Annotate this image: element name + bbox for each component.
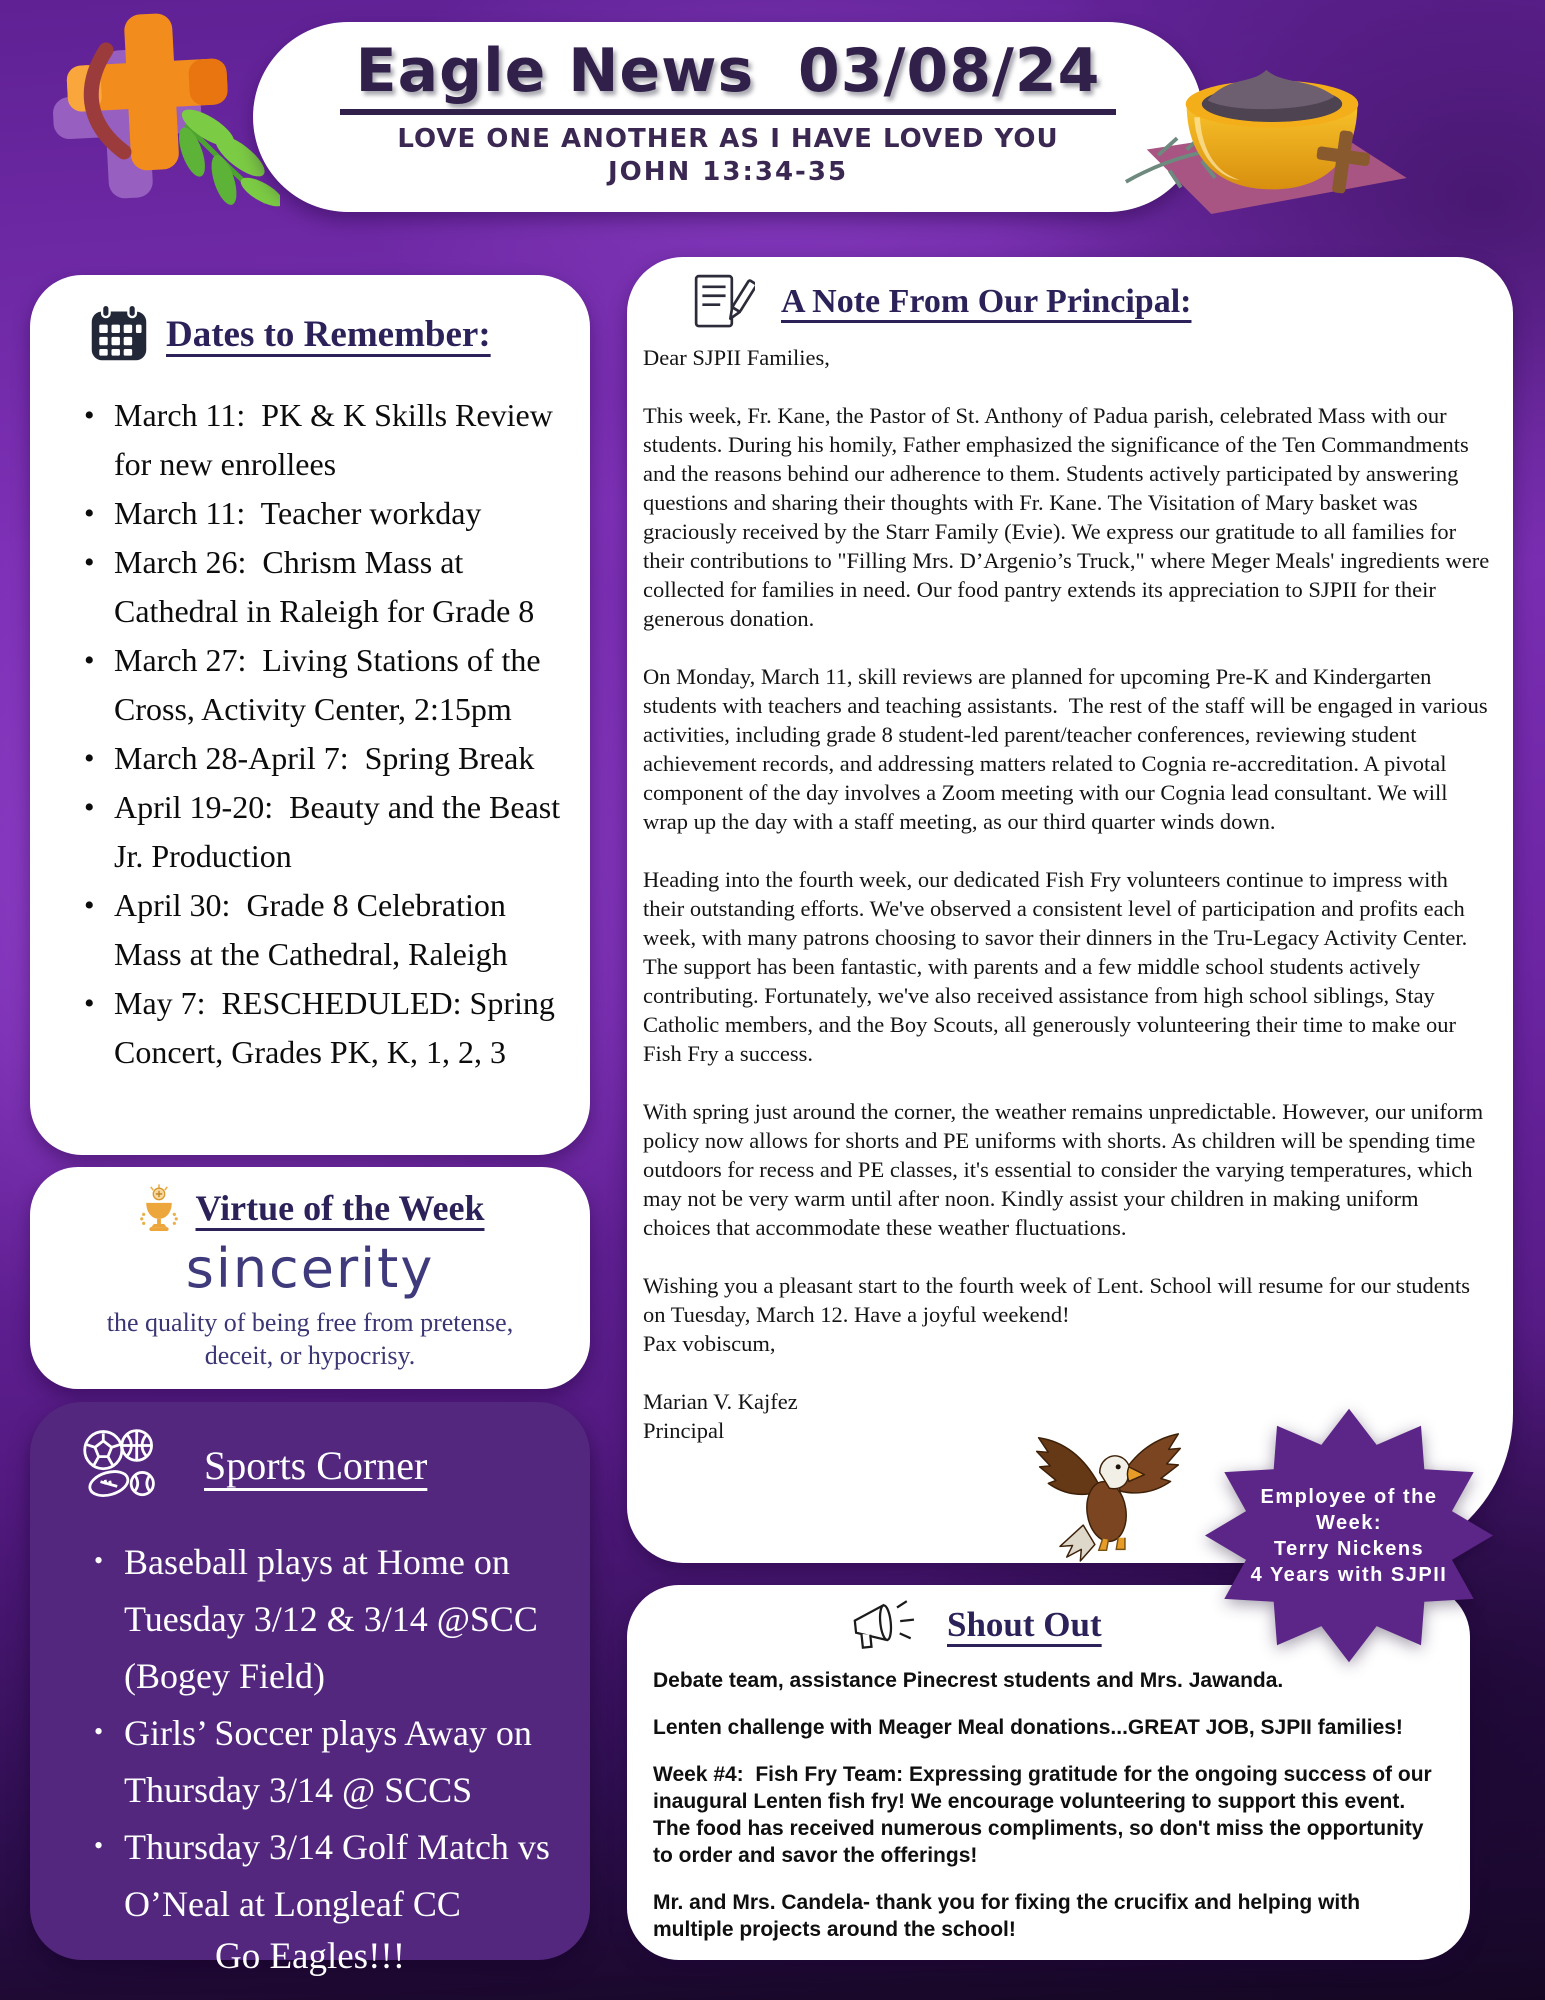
newsletter-title: Eagle News 03/08/24 — [340, 36, 1117, 115]
dates-item: • March 27: Living Stations of the Cross, Activity Center, 2:15pm — [78, 636, 580, 734]
principal-letter — [627, 331, 1513, 1445]
virtue-of-the-week-card — [30, 1167, 590, 1389]
calendar-icon — [88, 303, 150, 365]
chalice-icon — [136, 1183, 182, 1233]
shoutout-body — [627, 1653, 1470, 1943]
virtue-definition: the quality of being free from pretense, deceit, or hypocrisy. — [106, 1308, 514, 1370]
header — [253, 22, 1203, 212]
dates-heading: Dates to Remember: — [166, 313, 491, 355]
dates-item: • March 11: Teacher workday — [78, 489, 580, 538]
shoutout-heading: Shout Out — [947, 1605, 1102, 1644]
header-subtitle: LOVE ONE ANOTHER AS I HAVE LOVED YOU — [397, 124, 1059, 154]
virtue-word: sincerity — [185, 1237, 435, 1300]
dates-item: • March 26: Chrism Mass at Cathedral in Raleigh for Grade 8 — [78, 538, 580, 636]
shoutout-item: Lenten challenge with Meager Meal donations...GREAT JOB, SJPII families! — [653, 1716, 1403, 1739]
principal-heading: A Note From Our Principal: — [781, 283, 1192, 320]
sports-item: • Baseball plays at Home on Tuesday 3/12 & 3/14 @SCC (Bogey Field) — [92, 1534, 578, 1705]
sports-item: • Girls’ Soccer plays Away on Thursday 3/14 @ SCCS — [92, 1705, 578, 1819]
sports-list — [30, 1534, 590, 1933]
sports-item: • Thursday 3/14 Golf Match vs O’Neal at Longleaf CC — [92, 1819, 578, 1933]
dates-item: • March 28-April 7: Spring Break — [78, 734, 580, 783]
letter-paragraph: On Monday, March 11, skill reviews are planned for upcoming Pre-K and Kindergarten students with teachers and teaching assistants. The rest of the staff will be engaged in various activities, including grade 8 student-led parent/teacher conferences, reviewing student achievement records, and addressing matters related to Cognia re-accreditation. A pivotal component of the day involves a Zoom meeting with our Cognia lead consultant. We will wrap up the day with a staff meeting, as our third quarter winds down. — [643, 664, 1494, 834]
letter-closing: Pax vobiscum, — [643, 1331, 776, 1356]
virtue-heading: Virtue of the Week — [195, 1188, 485, 1228]
employee-of-week-badge — [1205, 1408, 1493, 1663]
cross-palm-illustration — [40, 10, 280, 215]
megaphone-icon — [845, 1597, 923, 1653]
dates-list — [30, 391, 590, 1077]
eagle-illustration — [1025, 1420, 1190, 1570]
note-pencil-icon — [689, 273, 755, 331]
principal-note-card — [627, 257, 1513, 1563]
badge-text: Employee of the Week: Terry Nickens 4 Years with SJPII — [1250, 1486, 1448, 1586]
letter-paragraph: This week, Fr. Kane, the Pastor of St. Anthony of Padua parish, celebrated Mass with our students. During his homily, Father emphasized the significance of the Ten Commandments and the reasons behind our adherence to them. Students actively participated by answering questions and sharing their thoughts with Fr. Kane. The Visitation of Mary basket was graciously received by the Starr Family (Evie). We express our gratitude to all families for their contributions to "Filling Mrs. D’Argenio’s Truck," where Meger Meals' ingredients were collected for families in need. Our food pantry extends its appreciation to SJPII for their generous donation. — [643, 403, 1495, 631]
letter-paragraph: Heading into the fourth week, our dedicated Fish Fry volunteers continue to impress with their outstanding efforts. We've observed a consistent level of participation and profits each week, with many patrons choosing to savor their dinners in the Tru-Legacy Activity Center. The support has been fantastic, with parents and a few middle school students actively contributing. Fortunately, we've also received assistance from high school siblings, Stay Catholic members, and the Boy Scouts, all generously volunteering their time to make our Fish Fry a success. — [643, 867, 1473, 1066]
shoutout-item: Week #4: Fish Fry Team: Expressing gratitude for the ongoing success of our inaugural Lenten fish fry! We encourage volunteering to support this event. The food has received numerous compliments, so don't miss the opportunity to order and savor the offerings! — [653, 1763, 1438, 1867]
dates-item: • March 11: PK & K Skills Review for new enrollees — [78, 391, 580, 489]
shoutout-item: Mr. and Mrs. Candela- thank you for fixing the crucifix and helping with multiple projects around the school! — [653, 1891, 1366, 1941]
sports-corner-card — [30, 1402, 590, 1977]
dates-to-remember-card — [30, 275, 590, 1155]
letter-paragraph: Wishing you a pleasant start to the fourth week of Lent. School will resume for our students on Tuesday, March 12. Have a joyful weekend! — [643, 1273, 1476, 1327]
letter-signature: Marian V. Kajfez — [643, 1389, 798, 1414]
sports-balls-icon — [74, 1426, 166, 1504]
dates-item: • April 19-20: Beauty and the Beast Jr. Production — [78, 783, 580, 881]
header-verse: JOHN 13:34-35 — [607, 157, 849, 187]
letter-paragraph: With spring just around the corner, the weather remains unpredictable. However, our uniform policy now allows for shorts and PE uniforms with shorts. As children will be spending time outdoors for recess and PE classes, it's essential to consider the varying temperatures, which may not be very warm until after noon. Kindly assist your children in making uniform choices that accommodate these weather fluctuations. — [643, 1099, 1489, 1240]
letter-signature-title: Principal — [643, 1418, 725, 1443]
letter-salutation: Dear SJPII Families, — [643, 345, 830, 370]
dates-item: • April 30: Grade 8 Celebration Mass at the Cathedral, Raleigh — [78, 881, 580, 979]
sports-heading: Sports Corner — [204, 1442, 428, 1488]
dates-item: • May 7: RESCHEDULED: Spring Concert, Grades PK, K, 1, 2, 3 — [78, 979, 580, 1077]
shoutout-item: Debate team, assistance Pinecrest students and Mrs. Jawanda. — [653, 1669, 1284, 1692]
ash-bowl-illustration — [1112, 30, 1432, 215]
sports-cheer: Go Eagles!!! — [214, 1936, 406, 1977]
